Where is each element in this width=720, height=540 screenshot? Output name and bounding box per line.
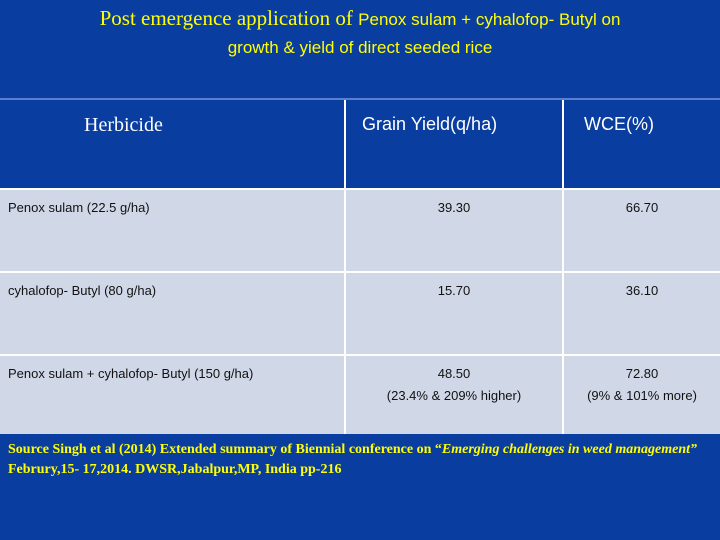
header-cell-herbicide xyxy=(0,100,346,188)
yield-cell xyxy=(346,356,564,434)
yield-value: 15.70 xyxy=(437,283,471,298)
herbicide-name: Penox sulam + cyhalofop- Butyl (150 g/ha) xyxy=(8,366,254,381)
title-sans-part: Penox sulam + cyhalofop- Butyl on xyxy=(358,10,621,29)
yield-note: (23.4% & 209% higher) xyxy=(386,388,522,403)
wce-value: 36.10 xyxy=(625,283,659,298)
source-citation xyxy=(8,440,714,480)
title-serif-part: Post emergence application of xyxy=(99,6,353,30)
header-grain-yield: Grain Yield(q/ha) xyxy=(362,114,498,134)
table-row xyxy=(0,188,720,271)
yield-cell xyxy=(346,273,564,354)
header-herbicide: Herbicide xyxy=(84,114,163,136)
table-header-row xyxy=(0,100,720,188)
wce-cell xyxy=(564,190,720,271)
header-cell-grain-yield xyxy=(346,100,564,188)
yield-value: 48.50 xyxy=(437,366,471,381)
herbicide-name: cyhalofop- Butyl (80 g/ha) xyxy=(8,283,157,298)
wce-cell xyxy=(564,273,720,354)
yield-value: 39.30 xyxy=(437,200,471,215)
table-row xyxy=(0,354,720,434)
source-suffix: Februry,15- 17,2014. DWSR,Jabalpur,MP, India pp-216 xyxy=(8,462,342,477)
wce-value: 72.80 xyxy=(625,366,659,381)
wce-cell xyxy=(564,356,720,434)
slide-title-line1 xyxy=(0,6,720,31)
slide-title-line2: growth & yield of direct seeded rice xyxy=(227,38,493,57)
herbicide-cell xyxy=(0,356,346,434)
title-bar xyxy=(0,0,720,100)
table-row xyxy=(0,271,720,354)
header-wce: WCE(%) xyxy=(584,114,654,134)
wce-note: (9% & 101% more) xyxy=(587,388,697,403)
wce-value: 66.70 xyxy=(625,200,659,215)
herbicide-name: Penox sulam (22.5 g/ha) xyxy=(8,200,150,215)
herbicide-cell xyxy=(0,190,346,271)
yield-cell xyxy=(346,190,564,271)
source-bar xyxy=(0,434,720,540)
source-italic-title: Emerging challenges in weed management” xyxy=(441,442,697,457)
header-cell-wce xyxy=(564,100,720,188)
herbicide-cell xyxy=(0,273,346,354)
source-prefix: Source Singh et al (2014) Extended summary of Biennial conference on “ xyxy=(8,442,442,457)
